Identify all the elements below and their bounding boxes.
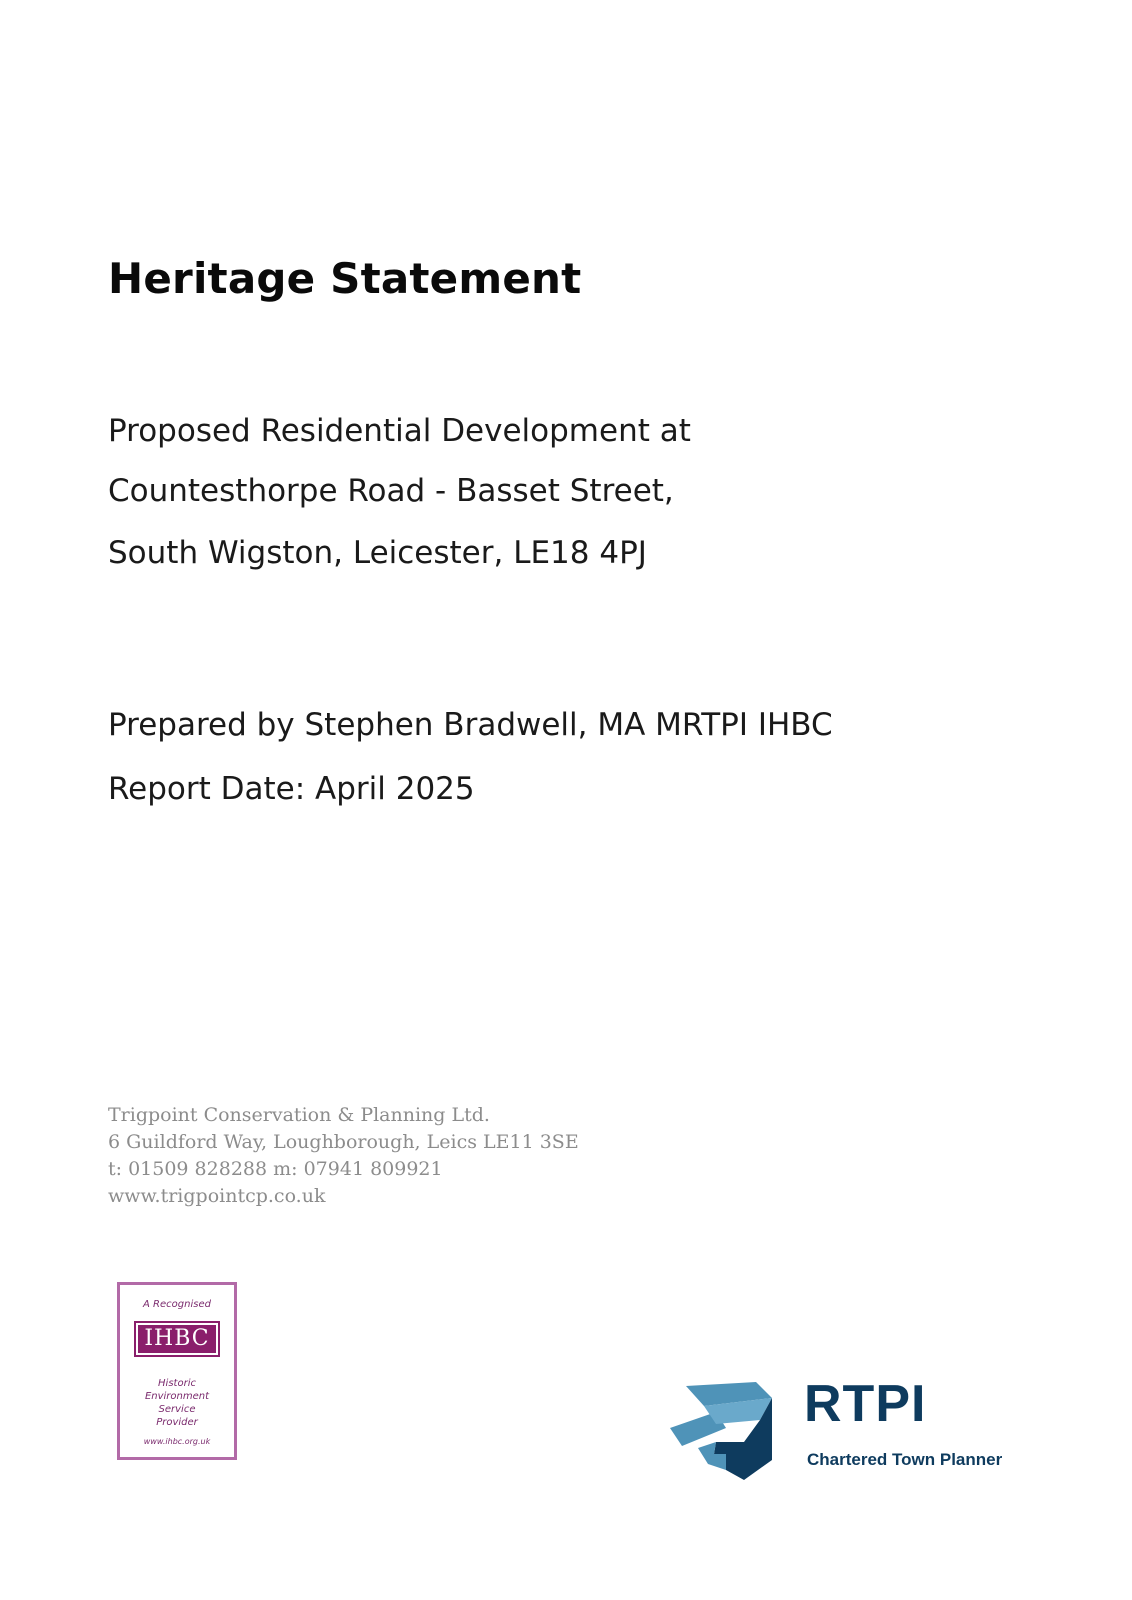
ihbc-url: www.ihbc.org.uk xyxy=(143,1437,211,1446)
ihbc-logo-text: IHBC xyxy=(138,1325,216,1353)
document-title: Heritage Statement xyxy=(108,254,582,303)
ihbc-desc-line-2: Environment xyxy=(144,1391,210,1402)
report-date: Report Date: April 2025 xyxy=(108,771,475,807)
company-phone: t: 01509 828288 m: 07941 809921 xyxy=(108,1158,443,1180)
subtitle-line-3: South Wigston, Leicester, LE18 4PJ xyxy=(108,535,647,571)
subtitle-line-2: Countesthorpe Road - Basset Street, xyxy=(108,473,674,509)
company-website: www.trigpointcp.co.uk xyxy=(108,1185,326,1207)
rtpi-wordmark: RTPI xyxy=(804,1375,927,1433)
contact-block xyxy=(108,1102,579,1210)
ihbc-badge-logo xyxy=(117,1282,237,1460)
subtitle-line-1: Proposed Residential Development at xyxy=(108,413,691,449)
rtpi-subtitle: Chartered Town Planner xyxy=(807,1450,1003,1469)
ihbc-description xyxy=(120,1377,234,1429)
ihbc-desc-line-1: Historic xyxy=(158,1378,196,1389)
ihbc-desc-line-3: Service xyxy=(158,1404,196,1415)
rtpi-emblem-icon xyxy=(664,1368,784,1488)
ihbc-logo-box xyxy=(134,1321,220,1357)
prepared-by: Prepared by Stephen Bradwell, MA MRTPI IHBC xyxy=(108,707,833,743)
ihbc-desc-line-4: Provider xyxy=(156,1417,198,1428)
rtpi-logo xyxy=(664,1368,1024,1488)
ihbc-recognised-text: A Recognised xyxy=(143,1299,211,1310)
company-name: Trigpoint Conservation & Planning Ltd. xyxy=(108,1104,490,1126)
company-address: 6 Guildford Way, Loughborough, Leics LE11 3SE xyxy=(108,1131,579,1153)
